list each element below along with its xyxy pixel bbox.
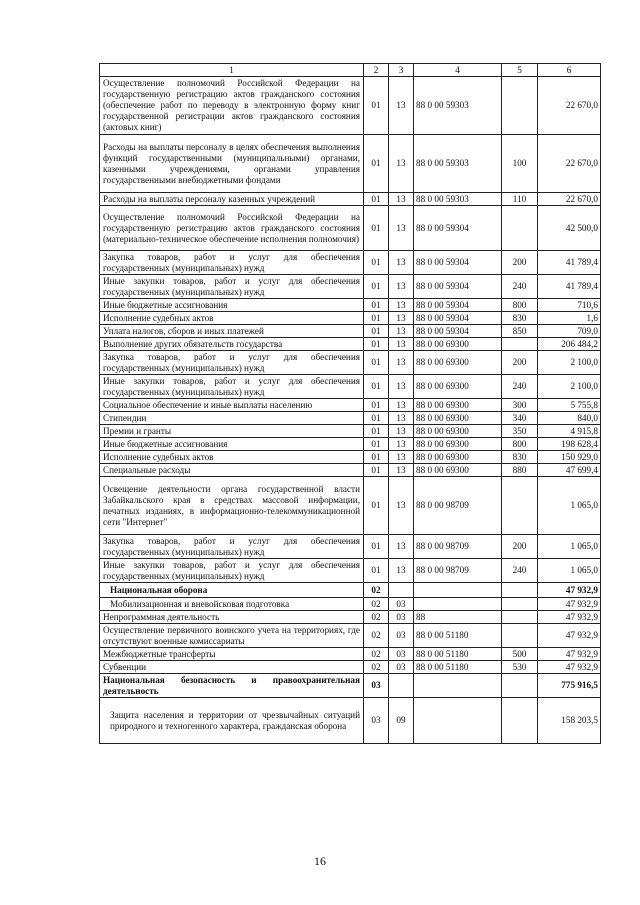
cell-name: Национальная оборона xyxy=(100,583,364,598)
cell-subsection: 09 xyxy=(389,698,414,744)
cell-target-article: 88 0 00 59304 xyxy=(414,275,502,299)
header-row xyxy=(100,64,601,77)
cell-amount: 1 065,0 xyxy=(538,535,601,559)
cell-expense-type: 800 xyxy=(502,299,538,312)
table-row xyxy=(100,312,601,325)
cell-section: 01 xyxy=(364,535,389,559)
cell-section: 01 xyxy=(364,206,389,251)
budget-table xyxy=(99,63,601,744)
cell-target-article: 88 0 00 69300 xyxy=(414,451,502,464)
header-cell: 5 xyxy=(502,64,538,77)
cell-target-article: 88 0 00 51180 xyxy=(414,648,502,661)
table-row xyxy=(100,275,601,299)
header-cell: 4 xyxy=(414,64,502,77)
cell-name: Уплата налогов, сборов и иных платежей xyxy=(100,325,364,338)
cell-amount: 47 932,9 xyxy=(538,598,601,611)
cell-subsection: 13 xyxy=(389,338,414,351)
cell-amount: 47 932,9 xyxy=(538,648,601,661)
cell-amount: 47 699,4 xyxy=(538,464,601,477)
cell-subsection: 13 xyxy=(389,135,414,193)
cell-subsection: 13 xyxy=(389,425,414,438)
cell-subsection: 13 xyxy=(389,351,414,375)
cell-target-article: 88 xyxy=(414,611,502,624)
cell-subsection: 13 xyxy=(389,559,414,583)
cell-section: 01 xyxy=(364,477,389,535)
cell-section: 01 xyxy=(364,559,389,583)
cell-amount: 47 932,9 xyxy=(538,583,601,598)
cell-target-article: 88 0 00 59303 xyxy=(414,135,502,193)
cell-target-article: 88 0 00 59304 xyxy=(414,312,502,325)
table-row xyxy=(100,399,601,412)
cell-name: Субвенции xyxy=(100,661,364,674)
cell-amount: 41 789,4 xyxy=(538,251,601,275)
cell-subsection: 13 xyxy=(389,206,414,251)
cell-section: 01 xyxy=(364,464,389,477)
cell-amount: 42 500,0 xyxy=(538,206,601,251)
table-row xyxy=(100,206,601,251)
cell-subsection: 03 xyxy=(389,648,414,661)
cell-expense-type xyxy=(502,624,538,648)
cell-target-article: 88 0 00 51180 xyxy=(414,661,502,674)
table-row xyxy=(100,598,601,611)
table-row xyxy=(100,611,601,624)
cell-section: 01 xyxy=(364,193,389,206)
cell-section: 02 xyxy=(364,624,389,648)
cell-subsection: 13 xyxy=(389,477,414,535)
cell-target-article: 88 0 00 98709 xyxy=(414,477,502,535)
cell-subsection: 13 xyxy=(389,451,414,464)
cell-section: 02 xyxy=(364,648,389,661)
cell-amount: 198 628,4 xyxy=(538,438,601,451)
cell-subsection: 13 xyxy=(389,438,414,451)
cell-amount: 709,0 xyxy=(538,325,601,338)
cell-expense-type: 200 xyxy=(502,351,538,375)
cell-subsection: 13 xyxy=(389,325,414,338)
cell-amount: 4 915,8 xyxy=(538,425,601,438)
cell-subsection: 13 xyxy=(389,464,414,477)
cell-subsection: 13 xyxy=(389,193,414,206)
cell-amount: 775 916,5 xyxy=(538,674,601,698)
cell-target-article: 88 0 00 69300 xyxy=(414,464,502,477)
cell-expense-type xyxy=(502,206,538,251)
cell-name: Иные бюджетные ассигнования xyxy=(100,299,364,312)
table-row xyxy=(100,251,601,275)
table-row xyxy=(100,464,601,477)
cell-section: 01 xyxy=(364,135,389,193)
cell-amount: 158 203,5 xyxy=(538,698,601,744)
cell-amount: 47 932,9 xyxy=(538,661,601,674)
cell-subsection: 13 xyxy=(389,299,414,312)
cell-name: Защита населения и территории от чрезвычайных ситуаций природного и техногенного характера, гражданская оборона xyxy=(100,698,364,744)
cell-name: Освещение деятельности органа государственной власти Забайкальского края в средствах массовой информации, печатных изданиях, в информационно-телекоммуникационной сети "Интернет" xyxy=(100,477,364,535)
cell-subsection: 03 xyxy=(389,661,414,674)
cell-target-article: 88 0 00 69300 xyxy=(414,375,502,399)
cell-name: Непрограммная деятельность xyxy=(100,611,364,624)
cell-amount: 22 670,0 xyxy=(538,135,601,193)
cell-subsection xyxy=(389,674,414,698)
cell-expense-type: 850 xyxy=(502,325,538,338)
cell-target-article: 88 0 00 59303 xyxy=(414,77,502,135)
cell-target-article: 88 0 00 69300 xyxy=(414,412,502,425)
cell-section: 01 xyxy=(364,399,389,412)
cell-target-article xyxy=(414,583,502,598)
cell-expense-type xyxy=(502,77,538,135)
cell-target-article: 88 0 00 69300 xyxy=(414,425,502,438)
cell-expense-type: 830 xyxy=(502,312,538,325)
header-cell: 6 xyxy=(538,64,601,77)
table-row xyxy=(100,299,601,312)
cell-amount: 47 932,9 xyxy=(538,611,601,624)
cell-amount: 2 100,0 xyxy=(538,375,601,399)
cell-section: 02 xyxy=(364,661,389,674)
cell-name: Закупка товаров, работ и услуг для обеспечения государственных (муниципальных) нужд xyxy=(100,535,364,559)
cell-subsection: 13 xyxy=(389,275,414,299)
table-body xyxy=(100,77,601,744)
cell-target-article: 88 0 00 51180 xyxy=(414,624,502,648)
cell-expense-type: 110 xyxy=(502,193,538,206)
cell-name: Премии и гранты xyxy=(100,425,364,438)
cell-expense-type: 240 xyxy=(502,275,538,299)
table-row xyxy=(100,583,601,598)
cell-name: Иные закупки товаров, работ и услуг для обеспечения государственных (муниципальных) нужд xyxy=(100,375,364,399)
table-row xyxy=(100,559,601,583)
cell-name: Иные закупки товаров, работ и услуг для обеспечения государственных (муниципальных) нужд xyxy=(100,275,364,299)
table-row xyxy=(100,438,601,451)
cell-expense-type: 500 xyxy=(502,648,538,661)
table-row xyxy=(100,648,601,661)
cell-section: 01 xyxy=(364,299,389,312)
cell-section: 01 xyxy=(364,351,389,375)
cell-expense-type xyxy=(502,698,538,744)
cell-name: Стипендии xyxy=(100,412,364,425)
cell-section: 01 xyxy=(364,375,389,399)
cell-section: 01 xyxy=(364,338,389,351)
cell-expense-type: 340 xyxy=(502,412,538,425)
cell-expense-type: 240 xyxy=(502,559,538,583)
cell-expense-type xyxy=(502,583,538,598)
cell-expense-type: 300 xyxy=(502,399,538,412)
cell-target-article: 88 0 00 59303 xyxy=(414,193,502,206)
cell-amount: 5 755,8 xyxy=(538,399,601,412)
cell-target-article: 88 0 00 69300 xyxy=(414,438,502,451)
cell-expense-type xyxy=(502,611,538,624)
cell-amount: 47 932,9 xyxy=(538,624,601,648)
cell-expense-type: 880 xyxy=(502,464,538,477)
cell-expense-type xyxy=(502,674,538,698)
table-row xyxy=(100,351,601,375)
table-row xyxy=(100,535,601,559)
cell-target-article: 88 0 00 59304 xyxy=(414,325,502,338)
cell-subsection: 03 xyxy=(389,611,414,624)
cell-expense-type: 350 xyxy=(502,425,538,438)
cell-target-article: 88 0 00 59304 xyxy=(414,206,502,251)
cell-amount: 1,6 xyxy=(538,312,601,325)
header-cell: 1 xyxy=(100,64,364,77)
table-row xyxy=(100,674,601,698)
table-row xyxy=(100,338,601,351)
cell-target-article: 88 0 00 69300 xyxy=(414,351,502,375)
cell-subsection: 13 xyxy=(389,535,414,559)
cell-amount: 1 065,0 xyxy=(538,559,601,583)
cell-amount: 2 100,0 xyxy=(538,351,601,375)
cell-target-article: 88 0 00 98709 xyxy=(414,535,502,559)
table-row xyxy=(100,698,601,744)
cell-target-article xyxy=(414,598,502,611)
cell-subsection xyxy=(389,583,414,598)
cell-target-article xyxy=(414,698,502,744)
cell-section: 02 xyxy=(364,611,389,624)
cell-subsection: 13 xyxy=(389,375,414,399)
cell-amount: 1 065,0 xyxy=(538,477,601,535)
cell-name: Расходы на выплаты персоналу в целях обеспечения выполнения функций государственными (муниципальными) органами, казенными учреждениями, органами управления государственными внебюджетными фондами xyxy=(100,135,364,193)
page-number: 16 xyxy=(314,854,326,868)
cell-expense-type: 200 xyxy=(502,535,538,559)
cell-subsection: 13 xyxy=(389,399,414,412)
cell-expense-type: 800 xyxy=(502,438,538,451)
cell-subsection: 13 xyxy=(389,412,414,425)
table-row xyxy=(100,412,601,425)
cell-section: 01 xyxy=(364,451,389,464)
cell-expense-type: 530 xyxy=(502,661,538,674)
cell-section: 01 xyxy=(364,77,389,135)
cell-section: 02 xyxy=(364,583,389,598)
table-row xyxy=(100,477,601,535)
cell-section: 01 xyxy=(364,251,389,275)
cell-target-article: 88 0 00 69300 xyxy=(414,338,502,351)
cell-name: Мобилизационная и вневойсковая подготовка xyxy=(100,598,364,611)
cell-name: Осуществление первичного воинского учета на территориях, где отсутствуют военные комиссариаты xyxy=(100,624,364,648)
header-cell: 3 xyxy=(389,64,414,77)
cell-name: Осуществление полномочий Российской Федерации на государственную регистрацию актов гражданского состояния (материально-техническое обеспечение исполнения полномочия) xyxy=(100,206,364,251)
table-row xyxy=(100,325,601,338)
cell-target-article: 88 0 00 69300 xyxy=(414,399,502,412)
cell-name: Исполнение судебных актов xyxy=(100,312,364,325)
cell-section: 01 xyxy=(364,412,389,425)
cell-target-article: 88 0 00 98709 xyxy=(414,559,502,583)
cell-subsection: 13 xyxy=(389,77,414,135)
cell-expense-type: 100 xyxy=(502,135,538,193)
cell-name: Национальная безопасность и правоохранительная деятельность xyxy=(100,674,364,698)
cell-amount: 22 670,0 xyxy=(538,193,601,206)
cell-name: Закупка товаров, работ и услуг для обеспечения государственных (муниципальных) нужд xyxy=(100,351,364,375)
cell-amount: 41 789,4 xyxy=(538,275,601,299)
cell-name: Выполнение других обязательств государства xyxy=(100,338,364,351)
cell-expense-type: 200 xyxy=(502,251,538,275)
cell-target-article: 88 0 00 59304 xyxy=(414,251,502,275)
table-row xyxy=(100,425,601,438)
cell-expense-type: 830 xyxy=(502,451,538,464)
cell-subsection: 13 xyxy=(389,251,414,275)
cell-target-article xyxy=(414,674,502,698)
cell-name: Закупка товаров, работ и услуг для обеспечения государственных (муниципальных) нужд xyxy=(100,251,364,275)
cell-expense-type xyxy=(502,338,538,351)
cell-expense-type xyxy=(502,477,538,535)
cell-subsection: 03 xyxy=(389,598,414,611)
cell-section: 03 xyxy=(364,674,389,698)
cell-name: Исполнение судебных актов xyxy=(100,451,364,464)
cell-subsection: 03 xyxy=(389,624,414,648)
cell-expense-type: 240 xyxy=(502,375,538,399)
table-row xyxy=(100,135,601,193)
cell-name: Межбюджетные трансферты xyxy=(100,648,364,661)
cell-section: 01 xyxy=(364,425,389,438)
cell-section: 02 xyxy=(364,598,389,611)
cell-amount: 22 670,0 xyxy=(538,77,601,135)
cell-name: Иные закупки товаров, работ и услуг для обеспечения государственных (муниципальных) нужд xyxy=(100,559,364,583)
cell-section: 01 xyxy=(364,325,389,338)
cell-name: Специальные расходы xyxy=(100,464,364,477)
cell-name: Расходы на выплаты персоналу казенных учреждений xyxy=(100,193,364,206)
cell-section: 01 xyxy=(364,275,389,299)
table-row xyxy=(100,624,601,648)
table-row xyxy=(100,193,601,206)
cell-amount: 710,6 xyxy=(538,299,601,312)
cell-subsection: 13 xyxy=(389,312,414,325)
header-cell: 2 xyxy=(364,64,389,77)
cell-name: Социальное обеспечение и иные выплаты населению xyxy=(100,399,364,412)
cell-name: Осуществление полномочий Российской Федерации на государственную регистрацию актов гражданского состояния (обеспечение работ по переводу в электронную форму книг государственной регистрации актов гражданского состояния (актовых книг) xyxy=(100,77,364,135)
cell-section: 03 xyxy=(364,698,389,744)
cell-expense-type xyxy=(502,598,538,611)
cell-target-article: 88 0 00 59304 xyxy=(414,299,502,312)
cell-name: Иные бюджетные ассигнования xyxy=(100,438,364,451)
cell-amount: 206 484,2 xyxy=(538,338,601,351)
cell-section: 01 xyxy=(364,312,389,325)
cell-amount: 840,0 xyxy=(538,412,601,425)
table-row xyxy=(100,661,601,674)
cell-amount: 150 929,0 xyxy=(538,451,601,464)
table-row xyxy=(100,375,601,399)
table-row xyxy=(100,451,601,464)
table-row xyxy=(100,77,601,135)
cell-section: 01 xyxy=(364,438,389,451)
